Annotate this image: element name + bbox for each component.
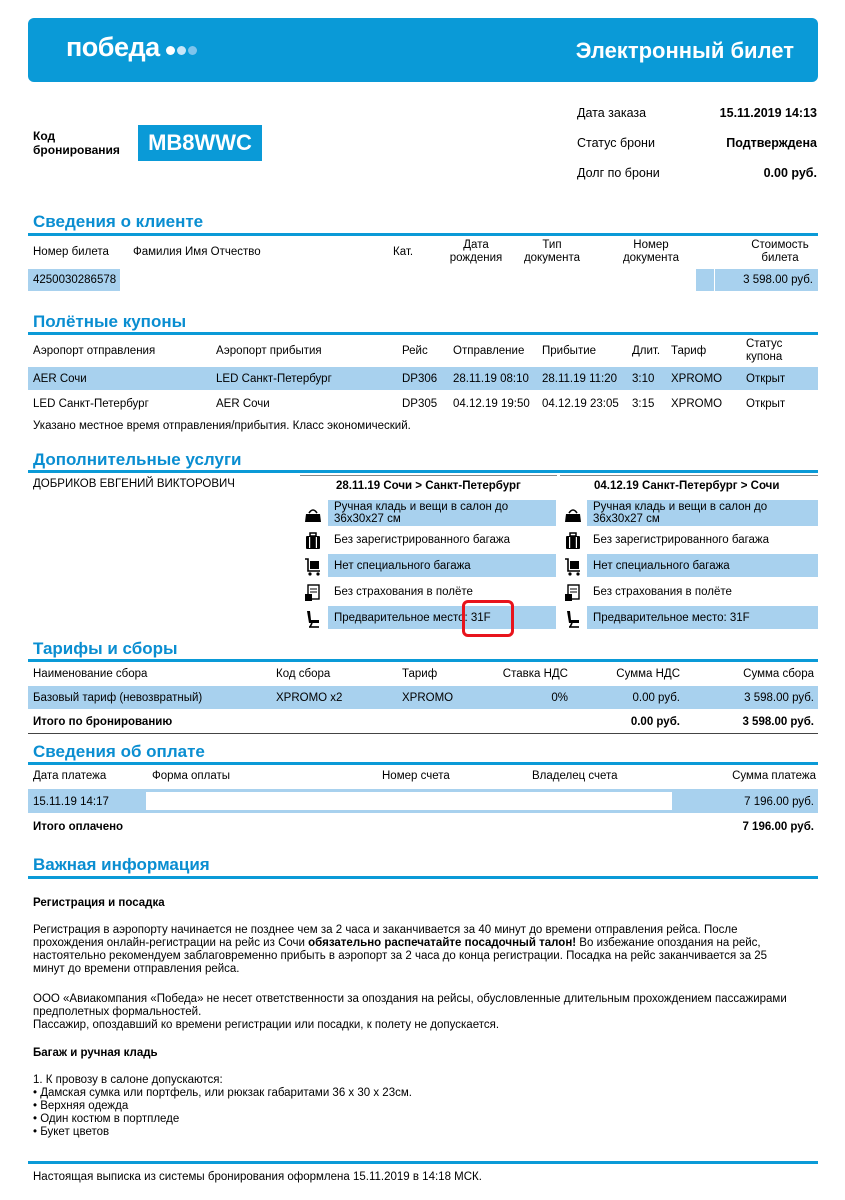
coupon-fare: XPROMO <box>671 398 723 410</box>
section-rule <box>28 659 818 662</box>
payment-total-sum: 7 196.00 руб. <box>742 821 814 833</box>
redacted-area <box>120 269 696 291</box>
registration-heading: Регистрация и посадка <box>33 897 165 909</box>
booking-debt-value: 0.00 руб. <box>763 166 817 180</box>
booking-debt-row <box>577 166 817 180</box>
service-item: Без страхования в полёте <box>593 585 732 598</box>
client-section-title: Сведения о клиенте <box>33 212 204 231</box>
luggage-cart-icon <box>302 556 324 578</box>
fee-vat-sum: 0.00 руб. <box>632 692 680 704</box>
service-item: Нет специального багажа <box>328 554 556 577</box>
route-header: 04.12.19 Санкт-Петербург > Сочи <box>594 480 780 492</box>
col-vat-rate: Ставка НДС <box>502 668 568 680</box>
bold-warning: обязательно распечатайте посадочный талон! <box>308 937 577 949</box>
header-banner <box>28 18 818 82</box>
col-arrival-airport: Аэропорт прибытия <box>216 345 322 357</box>
coupon-dep: 28.11.19 08:10 <box>453 373 529 385</box>
coupon-status: Открыт <box>746 398 786 410</box>
col-payment-form: Форма оплаты <box>152 770 231 782</box>
liability-paragraph: ООО «Авиакомпания «Победа» не несет ответственности за опоздания на рейсы, обусловленные длительным прохождением пассажирами предполетных формальностей. <box>33 993 787 1018</box>
ticket-number-value: 4250030286578 <box>33 274 117 286</box>
col-birth-date: Дата рождения <box>449 239 503 264</box>
suitcase-icon <box>302 530 324 552</box>
col-ticket-price: Стоимость билета <box>751 239 809 264</box>
service-item: Без зарегистрированного багажа <box>593 533 770 546</box>
booking-status-label: Статус брони <box>577 136 655 150</box>
payment-total-label: Итого оплачено <box>33 821 124 833</box>
service-item: Ручная кладь и вещи в салон до 36x30x27 см <box>587 500 818 526</box>
logo-dot <box>188 46 197 55</box>
coupons-note: Указано местное время отправления/прибытия. Класс экономический. <box>33 420 411 432</box>
coupon-to: LED Санкт-Петербург <box>216 373 332 385</box>
booking-status-value: Подтверждена <box>726 136 817 150</box>
order-date-row <box>577 106 817 120</box>
section-rule <box>28 762 818 765</box>
pobeda-logo <box>66 32 197 63</box>
section-rule <box>28 470 818 473</box>
booking-debt-label: Долг по брони <box>577 166 660 180</box>
col-payment-date: Дата платежа <box>33 770 107 782</box>
col-account-number: Номер счета <box>382 770 450 782</box>
services-section-title: Дополнительные услуги <box>33 450 242 469</box>
col-departure-airport: Аэропорт отправления <box>33 345 156 357</box>
fees-total-sum: 3 598.00 руб. <box>742 716 814 728</box>
order-date-value: 15.11.2019 14:13 <box>719 106 817 120</box>
logo-dot <box>177 46 186 55</box>
col-coupon-status: Статус купона <box>746 338 783 363</box>
coupon-from: LED Санкт-Петербург <box>33 398 149 410</box>
baggage-item: • Верхняя одежда <box>33 1100 129 1112</box>
payment-sum: 7 196.00 руб. <box>744 796 814 808</box>
logo-dot <box>166 46 175 55</box>
baggage-item: • Один костюм в портпледе <box>33 1113 180 1125</box>
footer-text: Настоящая выписка из системы бронирования оформлена 15.11.2019 в 14:18 МСК. <box>33 1171 482 1183</box>
fee-sum: 3 598.00 руб. <box>744 692 814 704</box>
route-header: 28.11.19 Сочи > Санкт-Петербург <box>336 480 521 492</box>
divider <box>560 475 818 476</box>
important-section-title: Важная информация <box>33 855 210 874</box>
service-item: Без страхования в полёте <box>334 585 473 598</box>
coupon-flight: DP306 <box>402 373 438 385</box>
fee-vat-rate: 0% <box>551 692 568 704</box>
text-span: Регистрация в аэропорту начинается не позднее чем за 2 часа и заканчивается за 40 минут до времени отправления рейса. После прохождения онлайн-регистрации на рейс из Сочи <box>33 924 738 949</box>
insurance-document-icon <box>302 582 324 604</box>
section-rule <box>28 332 818 335</box>
logo-dots <box>164 46 197 55</box>
service-item: Без зарегистрированного багажа <box>334 533 511 546</box>
col-fare: Тариф <box>671 345 707 357</box>
passenger-name: ДОБРИКОВ ЕВГЕНИЙ ВИКТОРОВИЧ <box>33 478 235 490</box>
handbag-icon <box>302 504 324 526</box>
fee-name: Базовый тариф (невозвратный) <box>33 692 203 704</box>
text-span: Во избежание опоздания на рейс, настоятельно рекомендуем заблаговременно прибыть в аэропорт за 2 часа до конца регистрации. Посадка на рейс заканчивается за 25 минут до времени отправления рейса. <box>33 937 768 975</box>
registration-paragraph <box>33 924 793 976</box>
col-doc-number: Номер документа <box>622 239 680 264</box>
baggage-heading: Багаж и ручная кладь <box>33 1047 158 1059</box>
service-item-seat: Предварительное место: 31F <box>587 606 818 629</box>
coupon-arr: 28.11.19 11:20 <box>542 373 618 385</box>
baggage-item: • Дамская сумка или портфель, или рюкзак габаритами 36 x 30 x 23см. <box>33 1087 412 1099</box>
coupon-flight: DP305 <box>402 398 438 410</box>
ticket-title: Электронный билет <box>575 38 794 63</box>
col-payment-sum: Сумма платежа <box>732 770 816 782</box>
ticket-price-value: 3 598.00 руб. <box>743 274 813 286</box>
insurance-document-icon <box>562 582 584 604</box>
col-ticket-number: Номер билета <box>33 246 109 258</box>
fee-fare: XPROMO <box>402 692 454 704</box>
payment-date: 15.11.19 14:17 <box>33 796 109 808</box>
handbag-icon <box>562 504 584 526</box>
col-full-name: Фамилия Имя Отчество <box>133 246 261 258</box>
booking-status-row <box>577 136 817 150</box>
baggage-item: • Букет цветов <box>33 1126 110 1138</box>
divider <box>300 475 557 476</box>
coupon-to: AER Сочи <box>216 398 270 410</box>
col-arrival: Прибытие <box>542 345 597 357</box>
seat-icon <box>302 608 324 630</box>
col-flight: Рейс <box>402 345 428 357</box>
col-duration: Длит. <box>632 345 661 357</box>
coupon-dur: 3:10 <box>632 373 655 385</box>
divider <box>714 269 715 291</box>
fees-section-title: Тарифы и сборы <box>33 639 178 658</box>
section-rule <box>28 1161 818 1164</box>
fees-total-vat: 0.00 руб. <box>630 716 680 728</box>
late-passenger-paragraph: Пассажир, опоздавший ко времени регистрации или посадки, к полету не допускается. <box>33 1019 500 1031</box>
baggage-item: 1. К провозу в салоне допускаются: <box>33 1074 223 1086</box>
booking-code-label: Код бронирования <box>33 129 120 157</box>
coupon-fare: XPROMO <box>671 373 723 385</box>
col-vat-sum: Сумма НДС <box>616 668 680 680</box>
col-fee-name: Наименование сбора <box>33 668 148 680</box>
suitcase-icon <box>562 530 584 552</box>
coupons-section-title: Полётные купоны <box>33 312 187 331</box>
service-item-seat: Предварительное место: 31F <box>328 606 556 629</box>
coupon-arr: 04.12.19 23:05 <box>542 398 619 410</box>
coupon-status: Открыт <box>746 373 786 385</box>
divider <box>28 733 818 734</box>
service-item: Ручная кладь и вещи в салон до 36x30x27 см <box>328 500 556 526</box>
section-rule <box>28 233 818 236</box>
fees-total-label: Итого по бронированию <box>33 716 173 728</box>
luggage-cart-icon <box>562 556 584 578</box>
coupon-dep: 04.12.19 19:50 <box>453 398 530 410</box>
seat-highlight-annotation <box>462 600 514 637</box>
service-item: Нет специального багажа <box>587 554 818 577</box>
col-fee-fare: Тариф <box>402 668 438 680</box>
col-doc-type: Тип документа <box>523 239 581 264</box>
col-fee-code: Код сбора <box>276 668 331 680</box>
col-category: Кат. <box>393 246 414 258</box>
payment-section-title: Сведения об оплате <box>33 742 205 761</box>
fee-code: XPROMO x2 <box>276 692 343 704</box>
seat-icon <box>562 608 584 630</box>
col-fee-sum: Сумма сбора <box>743 668 814 680</box>
coupon-from: AER Сочи <box>33 373 87 385</box>
col-departure: Отправление <box>453 345 525 357</box>
col-account-owner: Владелец счета <box>532 770 618 782</box>
order-date-label: Дата заказа <box>577 106 647 120</box>
coupon-dur: 3:15 <box>632 398 655 410</box>
booking-code: MB8WWC <box>138 125 262 161</box>
section-rule <box>28 876 818 879</box>
logo-text: победа <box>66 32 160 62</box>
redacted-area <box>146 792 672 810</box>
